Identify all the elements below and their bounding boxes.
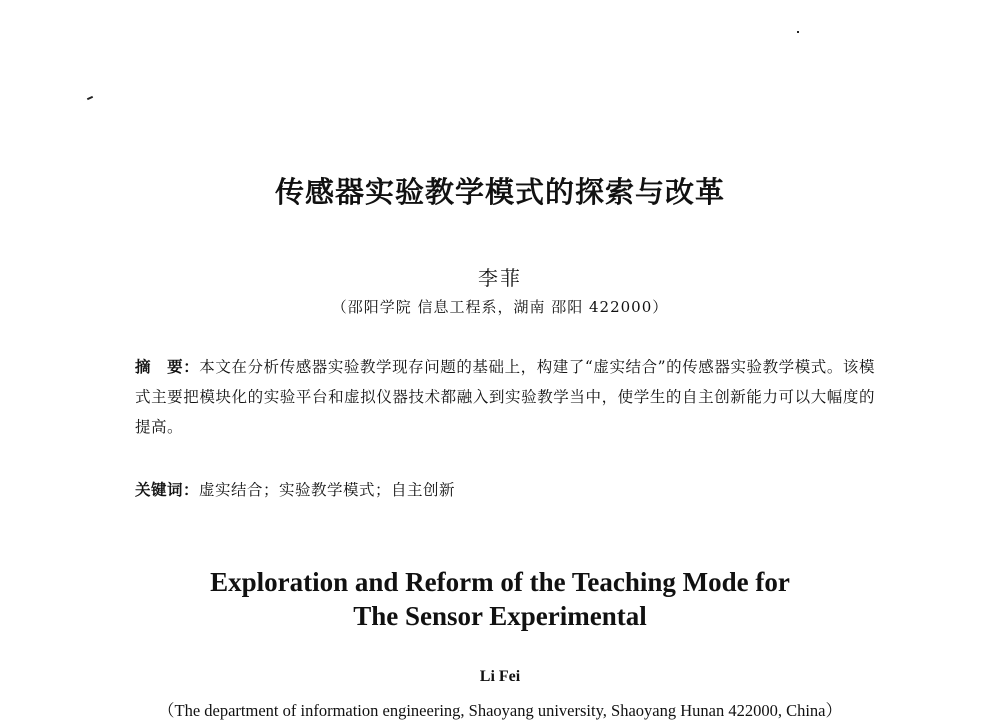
paper-title-cn: 传感器实验教学模式的探索与改革 (274, 175, 725, 209)
author-affiliation-cn: （邵阳学院 信息工程系，湖南 邵阳 422000） (331, 298, 669, 316)
abstract-label-cn: 摘 要： (135, 357, 200, 376)
abstract-cn (135, 352, 875, 442)
paper-title-en (0, 565, 1000, 633)
keywords-text-cn: 虚实结合；实验教学模式；自主创新 (199, 481, 456, 499)
author-name-cn: 李菲 (478, 266, 522, 290)
keywords-label-cn: 关键词： (135, 480, 200, 499)
author-name-en: Li Fei (479, 668, 521, 685)
keywords-cn (135, 478, 875, 500)
paper-title-en-line1: Exploration and Reform of the Teaching Mode for (210, 567, 790, 597)
abstract-text-cn: 本文在分析传感器实验教学现存问题的基础上，构建了“虚实结合”的传感器实验教学模式。该模式主要把模块化的实验平台和虚拟仪器技术都融入到实验教学当中，使学生的自主创新能力可以大幅度的提高。 (135, 358, 875, 436)
scan-speck-top (797, 31, 799, 33)
scan-speck-left (87, 96, 93, 100)
author-affiliation-en: （The department of information engineering, Shaoyang university, Shaoyang Hunan 422000, China） (158, 701, 842, 720)
paper-title-en-line2: The Sensor Experimental (353, 601, 647, 631)
